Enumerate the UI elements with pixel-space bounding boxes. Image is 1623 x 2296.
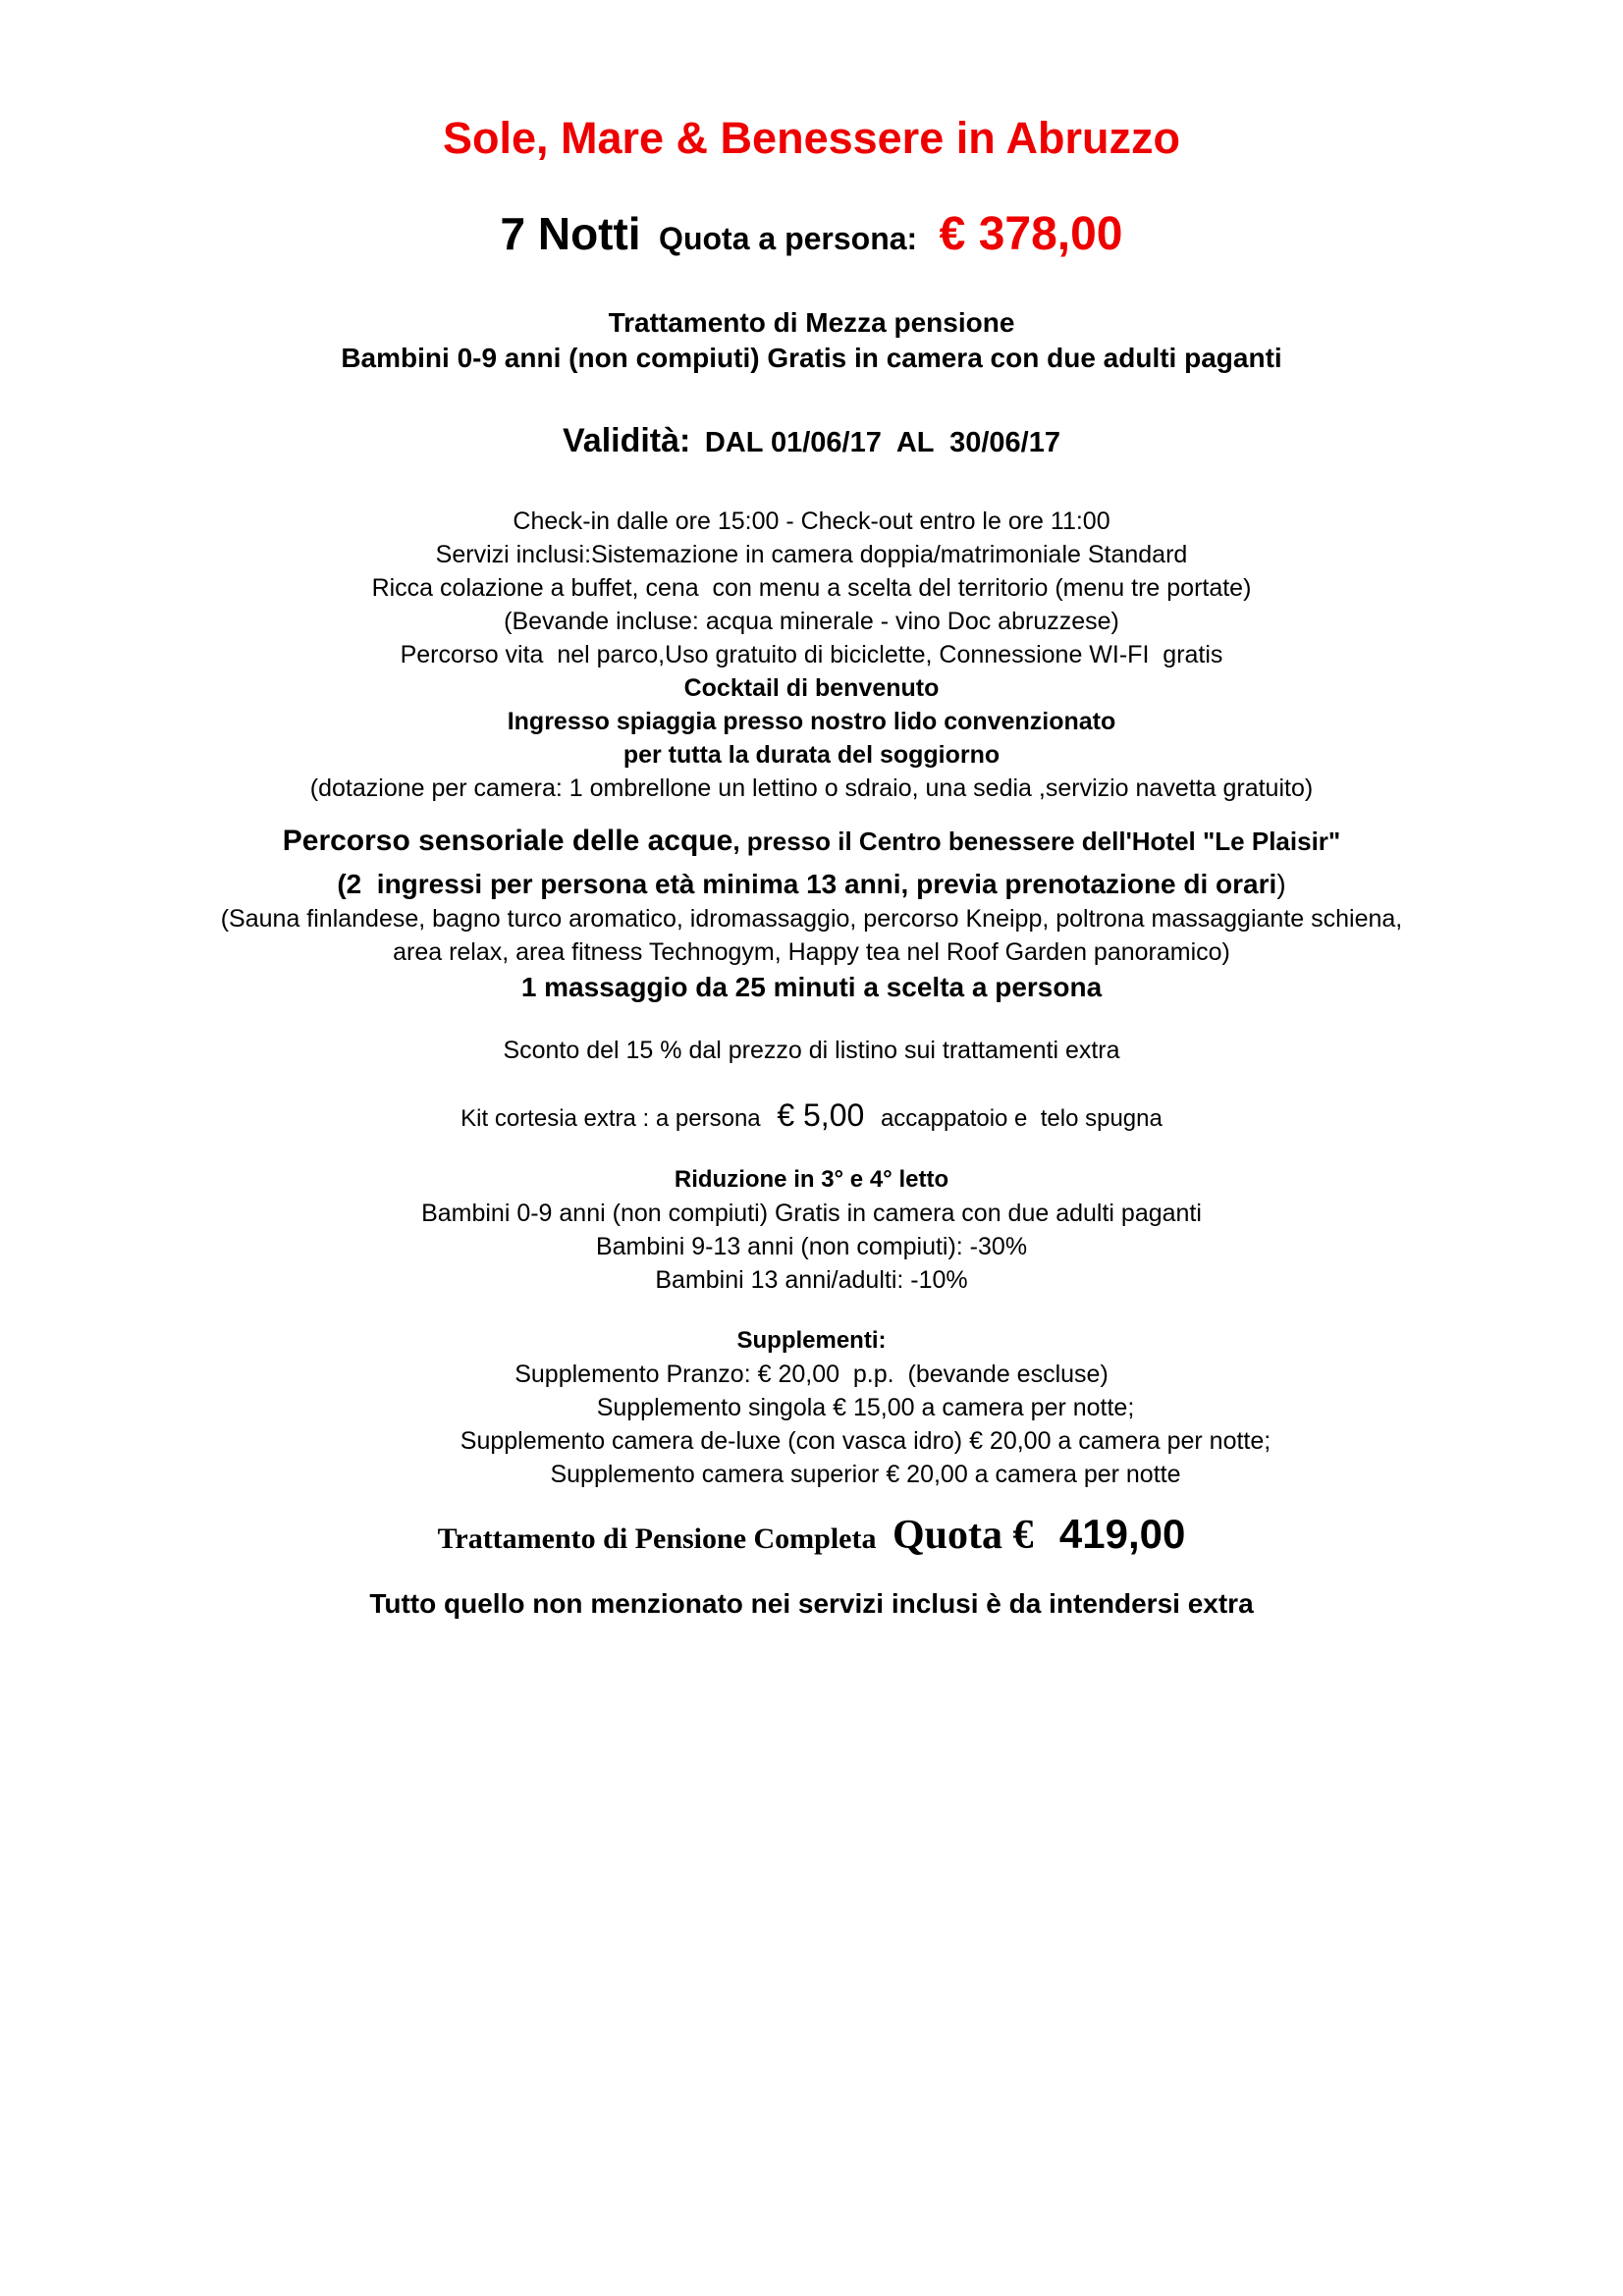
supplements-title: Supplementi: bbox=[736, 1327, 887, 1354]
validity-dates: DAL 01/06/17 AL 30/06/17 bbox=[704, 427, 1061, 458]
beach-access-line-1: Ingresso spiaggia presso nostro lido convenzionato bbox=[507, 708, 1116, 735]
board-type-line: Trattamento di Mezza pensione bbox=[608, 307, 1015, 338]
full-board-price-value: 419,00 bbox=[1058, 1511, 1186, 1557]
treatment-block bbox=[0, 305, 1623, 376]
extra-services-disclaimer: Tutto quello non menzionato nei servizi inclusi è da intendersi extra bbox=[369, 1588, 1254, 1619]
wellness-entries-close: ) bbox=[1276, 869, 1286, 899]
wellness-entries-line bbox=[0, 866, 1623, 902]
page-title: Sole, Mare & Benessere in Abruzzo bbox=[442, 113, 1181, 163]
massage-line: 1 massaggio da 25 minuti a scelta a persona bbox=[520, 972, 1103, 1002]
nights-label: 7 Notti bbox=[500, 208, 641, 259]
full-board-label: Trattamento di Pensione Completa bbox=[437, 1522, 877, 1555]
wellness-details-line-1: (Sauna finlandese, bagno turco aromatico, idromassaggio, percorso Kneipp, poltrona massaggiante schiena, bbox=[220, 905, 1403, 933]
wellness-title-line bbox=[0, 822, 1623, 866]
accommodation-line: Servizi inclusi:Sistemazione in camera doppia/matrimoniale Standard bbox=[435, 541, 1188, 568]
supplement-superior-room-line: Supplemento camera superior € 20,00 a camera per notte bbox=[550, 1461, 1181, 1488]
reduction-line-children-13-adults: Bambini 13 anni/adulti: -10% bbox=[655, 1266, 968, 1294]
beach-equipment-note: (dotazione per camera: 1 ombrellone un lettino o sdraio, una sedia ,servizio navetta gratuito) bbox=[309, 774, 1314, 802]
full-board-quota-label: Quota € bbox=[892, 1513, 1034, 1558]
reductions-block bbox=[0, 1163, 1623, 1297]
validity-line bbox=[0, 419, 1623, 469]
full-board-line bbox=[0, 1507, 1623, 1572]
beach-access-line-2: per tutta la durata del soggiorno bbox=[622, 741, 1001, 769]
reduction-line-children-0-9: Bambini 0-9 anni (non compiuti) Gratis in camera con due adulti paganti bbox=[421, 1200, 1202, 1227]
discount-line: Sconto del 15 % dal prezzo di listino sui trattamenti extra bbox=[503, 1037, 1120, 1064]
checkin-checkout-line: Check-in dalle ore 15:00 - Check-out entro le ore 11:00 bbox=[513, 507, 1110, 535]
children-free-line: Bambini 0-9 anni (non compiuti) Gratis in camera con due adulti paganti bbox=[341, 343, 1282, 373]
wellness-title-rest: , presso il Centro benessere dell'Hotel "Le Plaisir" bbox=[732, 827, 1341, 856]
drinks-line: (Bevande incluse: acqua minerale - vino Doc abruzzese) bbox=[504, 608, 1119, 635]
reductions-title: Riduzione in 3° e 4° letto bbox=[674, 1166, 949, 1193]
meals-line: Ricca colazione a buffet, cena con menu a scelta del territorio (menu tre portate) bbox=[371, 574, 1252, 602]
welcome-cocktail-line: Cocktail di benvenuto bbox=[683, 674, 940, 702]
supplement-lunch-line: Supplemento Pranzo: € 20,00 p.p. (bevande escluse) bbox=[514, 1361, 1109, 1388]
courtesy-kit-line bbox=[0, 1095, 1623, 1140]
kit-suffix: accappatoio e telo spugna bbox=[880, 1105, 1163, 1132]
quota-per-person-label: Quota a persona: bbox=[659, 221, 918, 256]
extras-line: Percorso vita nel parco,Uso gratuito di biciclette, Connessione WI-FI gratis bbox=[400, 641, 1223, 668]
supplements-block bbox=[0, 1324, 1623, 1491]
kit-prefix: Kit cortesia extra : a persona bbox=[460, 1105, 761, 1132]
included-services-block bbox=[0, 505, 1623, 805]
supplement-deluxe-room-line: Supplemento camera de-luxe (con vasca idro) € 20,00 a camera per notte; bbox=[460, 1427, 1271, 1455]
offer-line bbox=[0, 206, 1623, 273]
wellness-details-line-2: area relax, area fitness Technogym, Happy tea nel Roof Garden panoramico) bbox=[393, 938, 1230, 966]
supplement-single-room-line: Supplemento singola € 15,00 a camera per notte; bbox=[596, 1394, 1135, 1421]
reduction-line-children-9-13: Bambini 9-13 anni (non compiuti): -30% bbox=[595, 1233, 1028, 1260]
validity-label: Validità: bbox=[562, 422, 691, 459]
price-per-person-value: € 378,00 bbox=[939, 208, 1123, 260]
kit-price: € 5,00 bbox=[777, 1097, 865, 1133]
wellness-block bbox=[0, 822, 1623, 1006]
wellness-entries-text: (2 ingressi per persona età minima 13 anni, previa prenotazione di orari bbox=[337, 869, 1277, 899]
wellness-title-main: Percorso sensoriale delle acque bbox=[282, 825, 733, 857]
